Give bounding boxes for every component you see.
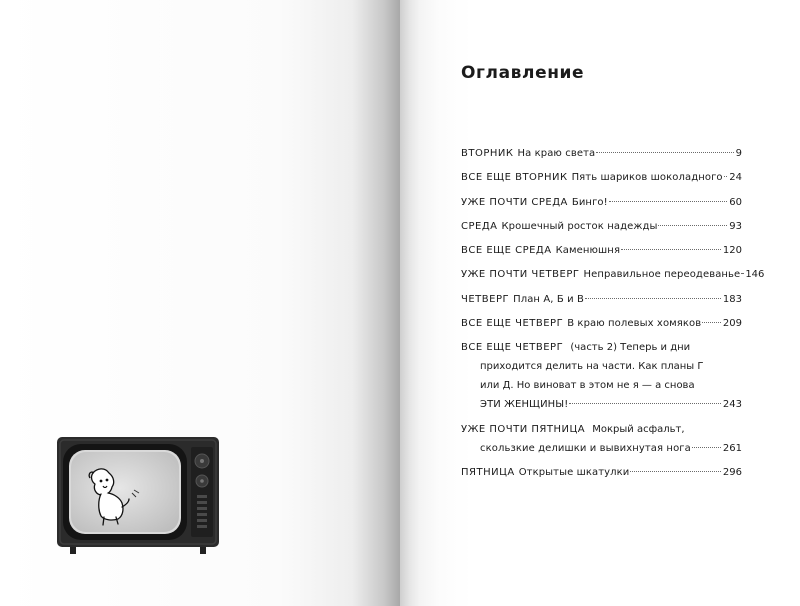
toc-heading: УЖЕ ПОЧТИ ЧЕТВЕРГ: [461, 269, 580, 281]
toc-subtitle: Открытые шкатулки: [518, 466, 630, 478]
toc-subtitle: В краю полевых хомяков: [567, 318, 702, 330]
toc-entry[interactable]: [461, 265, 765, 284]
toc-entry[interactable]: [461, 144, 742, 163]
toc-entry[interactable]: [461, 217, 742, 236]
toc-subtitle-line: приходится делить на части. Как планы Г: [480, 361, 704, 373]
toc-subtitle: Пять шариков шоколадного: [571, 172, 723, 184]
dot-leader: [702, 322, 721, 323]
toc-heading: ВСЕ ЕЩЕ ВТОРНИК: [461, 172, 568, 184]
toc-page-number: 146: [745, 269, 765, 281]
retro-tv-with-dog-icon: [57, 437, 219, 554]
toc-page-number: 243: [722, 399, 742, 411]
toc-page-number: 93: [729, 220, 742, 232]
toc-page-number: 296: [722, 466, 742, 478]
toc-page-number: 9: [735, 148, 742, 159]
toc-heading: СРЕДА: [461, 220, 498, 232]
dot-leader: [596, 152, 733, 153]
toc-subtitle-line: Мокрый асфальт,: [592, 423, 685, 435]
toc-heading: ПЯТНИЦА: [461, 466, 515, 478]
toc-subtitle-line: скользкие делишки и вывихнутая нога: [480, 442, 691, 454]
toc-page-number: 60: [729, 196, 742, 208]
toc-entry[interactable]: [461, 241, 742, 260]
dot-leader: [609, 201, 728, 202]
toc-entry[interactable]: [461, 338, 742, 414]
toc-subtitle-line: или Д. Но виноват в этом не я — а снова: [480, 380, 695, 392]
dot-leader: [692, 447, 721, 448]
toc-page-number: 183: [722, 293, 742, 305]
toc-page-number: 24: [729, 172, 742, 184]
toc-subtitle: План А, Б и В: [513, 293, 584, 305]
toc-title: Оглавление: [461, 63, 585, 83]
dot-leader: [741, 273, 743, 274]
dot-leader: [621, 249, 721, 250]
toc-entry[interactable]: [461, 463, 742, 482]
toc-subtitle: Крошечный росток надежды: [501, 220, 658, 232]
toc-heading: ВСЕ ЕЩЕ СРЕДА: [461, 245, 552, 257]
toc-entry[interactable]: [461, 193, 742, 212]
toc-subtitle: На краю света: [517, 148, 596, 159]
toc-heading: ВТОРНИК: [461, 148, 514, 159]
toc-subtitle-line: (часть 2) Теперь и дни: [570, 342, 691, 354]
toc-entry[interactable]: [461, 314, 742, 333]
dot-leader: [585, 298, 721, 299]
toc-page-number: 261: [722, 442, 742, 454]
toc-page-number: 209: [722, 318, 742, 330]
toc-page-number: 120: [722, 245, 742, 257]
dot-leader: [630, 471, 720, 472]
toc-heading: УЖЕ ПОЧТИ ПЯТНИЦА: [461, 423, 586, 435]
table-of-contents: [461, 144, 765, 487]
dot-leader: [658, 225, 727, 226]
dot-leader: [569, 403, 721, 404]
toc-subtitle: Бинго!: [571, 196, 608, 208]
toc-heading: ВСЕ ЕЩЕ ЧЕТВЕРГ: [461, 318, 564, 330]
toc-entry[interactable]: [461, 420, 742, 458]
toc-subtitle-line: ЭТИ ЖЕНЩИНЫ!: [480, 399, 569, 411]
toc-entry[interactable]: [461, 168, 742, 187]
toc-entry[interactable]: [461, 290, 742, 309]
toc-subtitle: Неправильное переодеванье: [583, 269, 741, 281]
toc-heading: ВСЕ ЕЩЕ ЧЕТВЕРГ: [461, 342, 564, 354]
toc-subtitle: Каменюшня: [555, 245, 621, 257]
toc-heading: УЖЕ ПОЧТИ СРЕДА: [461, 196, 568, 208]
dot-leader: [724, 176, 728, 177]
toc-heading: ЧЕТВЕРГ: [461, 293, 510, 305]
